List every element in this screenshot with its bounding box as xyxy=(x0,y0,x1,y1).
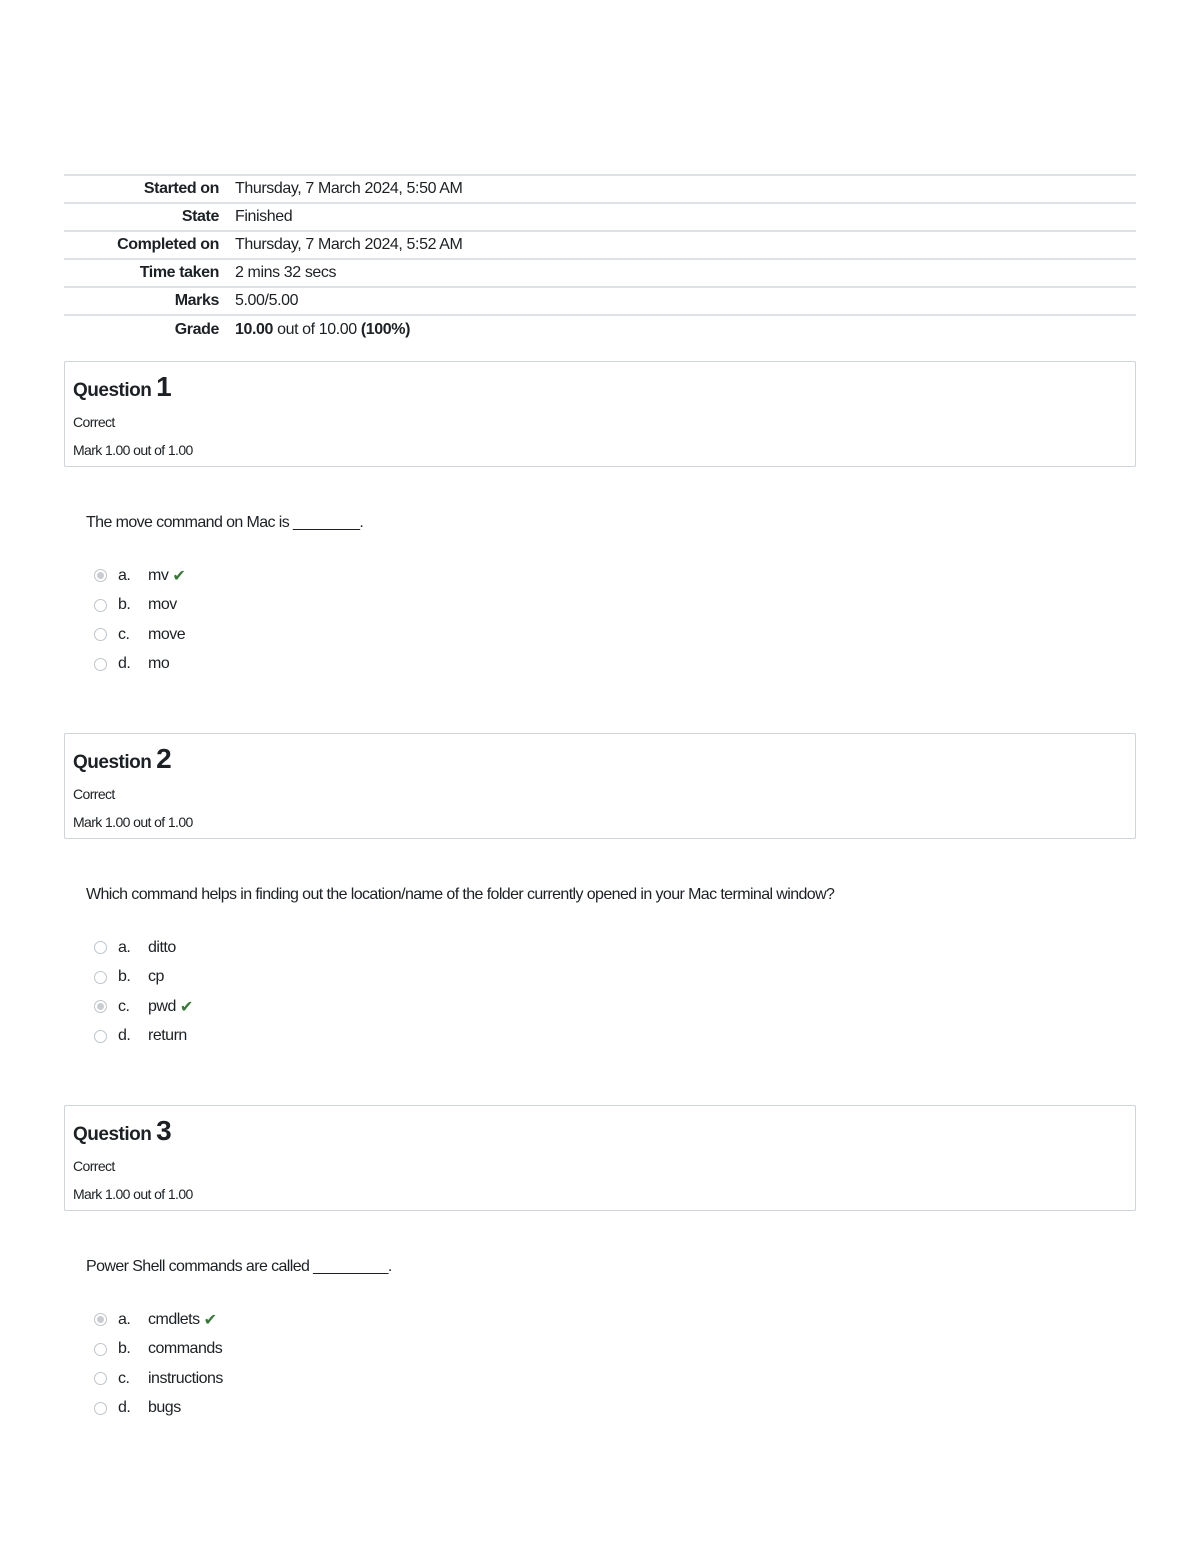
question-info-box xyxy=(64,733,1136,839)
summary-row-marks xyxy=(64,287,1136,315)
answer-option xyxy=(86,561,1136,591)
answer-text: bugs xyxy=(148,1399,181,1417)
answer-radio[interactable] xyxy=(94,1030,107,1043)
question-title xyxy=(73,742,1127,780)
answer-option xyxy=(86,1394,1136,1424)
quiz-review-page xyxy=(64,174,1136,1423)
answer-radio[interactable] xyxy=(94,1372,107,1385)
check-icon: ✔ xyxy=(203,1311,217,1329)
answer-list xyxy=(86,1305,1136,1423)
question-block xyxy=(64,1105,1136,1423)
summary-label: State xyxy=(181,208,219,225)
question-content xyxy=(64,511,1136,679)
answer-radio[interactable] xyxy=(94,941,107,954)
summary-value: 2 mins 32 secs xyxy=(235,264,337,281)
answer-radio[interactable] xyxy=(94,658,107,671)
answer-radio[interactable] xyxy=(94,1402,107,1415)
answer-text: pwd xyxy=(148,997,176,1015)
answer-radio[interactable] xyxy=(94,1343,107,1356)
answer-text: cp xyxy=(148,968,164,986)
grade-percent: (100%) xyxy=(360,320,411,338)
answer-letter: c. xyxy=(118,625,130,643)
question-grade: Mark 1.00 out of 1.00 xyxy=(73,1186,193,1202)
question-word: Question xyxy=(73,380,152,401)
answer-option xyxy=(86,1022,1136,1052)
question-word: Question xyxy=(73,1124,152,1145)
answer-radio[interactable] xyxy=(94,1313,107,1326)
summary-value: Finished xyxy=(235,208,293,225)
summary-label: Completed on xyxy=(117,236,219,253)
question-block xyxy=(64,733,1136,1051)
question-content xyxy=(64,1255,1136,1423)
question-number: 3 xyxy=(156,1115,172,1146)
answer-option xyxy=(86,1335,1136,1365)
answer-text: instructions xyxy=(148,1369,223,1387)
question-block xyxy=(64,361,1136,679)
answer-letter: c. xyxy=(118,1369,130,1387)
answer-letter: d. xyxy=(118,1027,131,1045)
question-grade: Mark 1.00 out of 1.00 xyxy=(73,442,193,458)
summary-value: Thursday, 7 March 2024, 5:50 AM xyxy=(235,180,463,197)
answer-text: mov xyxy=(148,596,177,614)
answer-text: move xyxy=(148,625,186,643)
answer-text: mo xyxy=(148,655,170,673)
summary-row-started xyxy=(64,175,1136,203)
question-word: Question xyxy=(73,752,152,773)
question-state: Correct xyxy=(73,786,115,802)
summary-value: 5.00/5.00 xyxy=(235,292,299,309)
answer-option xyxy=(86,620,1136,650)
answer-radio[interactable] xyxy=(94,971,107,984)
check-icon: ✔ xyxy=(179,998,193,1016)
answer-list xyxy=(86,933,1136,1051)
answer-list xyxy=(86,561,1136,679)
answer-option xyxy=(86,591,1136,621)
question-state: Correct xyxy=(73,414,115,430)
answer-letter: a. xyxy=(118,1310,131,1328)
answer-option xyxy=(86,650,1136,680)
answer-option xyxy=(86,992,1136,1022)
answer-text: commands xyxy=(148,1340,223,1358)
summary-row-state xyxy=(64,203,1136,231)
question-text: The move command on Mac is ________. xyxy=(86,514,364,531)
answer-option xyxy=(86,1364,1136,1394)
answer-option xyxy=(86,963,1136,993)
summary-value xyxy=(235,315,1136,343)
answer-radio[interactable] xyxy=(94,628,107,641)
answer-radio[interactable] xyxy=(94,599,107,612)
attempt-summary-table xyxy=(64,174,1136,343)
summary-label: Time taken xyxy=(139,264,219,281)
question-info-box xyxy=(64,1105,1136,1211)
answer-option xyxy=(86,1305,1136,1335)
summary-label: Started on xyxy=(143,180,219,197)
answer-radio[interactable] xyxy=(94,1000,107,1013)
question-text: Which command helps in finding out the location/name of the folder currently opened in your Mac terminal window? xyxy=(86,886,835,903)
question-state: Correct xyxy=(73,1158,115,1174)
grade-score: 10.00 xyxy=(235,320,274,338)
answer-letter: a. xyxy=(118,938,131,956)
answer-letter: b. xyxy=(118,1340,131,1358)
question-number: 1 xyxy=(156,371,172,402)
answer-letter: d. xyxy=(118,655,131,673)
question-grade: Mark 1.00 out of 1.00 xyxy=(73,814,193,830)
summary-row-completed xyxy=(64,231,1136,259)
answer-option xyxy=(86,933,1136,963)
answer-letter: a. xyxy=(118,566,131,584)
question-number: 2 xyxy=(156,743,172,774)
question-text: Power Shell commands are called _________. xyxy=(86,1258,392,1275)
answer-text: cmdlets xyxy=(148,1310,200,1328)
answer-letter: b. xyxy=(118,596,131,614)
question-content xyxy=(64,883,1136,1051)
summary-label: Marks xyxy=(174,292,219,309)
summary-value: Thursday, 7 March 2024, 5:52 AM xyxy=(235,236,463,253)
answer-letter: d. xyxy=(118,1399,131,1417)
answer-text: return xyxy=(148,1027,187,1045)
answer-letter: c. xyxy=(118,997,130,1015)
question-info-box xyxy=(64,361,1136,467)
answer-text: mv xyxy=(148,566,169,584)
answer-text: ditto xyxy=(148,938,176,956)
question-title xyxy=(73,370,1127,408)
answer-letter: b. xyxy=(118,968,131,986)
grade-out-of: out of 10.00 xyxy=(273,320,361,338)
summary-row-grade xyxy=(64,315,1136,343)
answer-radio[interactable] xyxy=(94,569,107,582)
questions-container xyxy=(64,361,1136,1423)
check-icon: ✔ xyxy=(172,567,186,585)
summary-label: Grade xyxy=(174,320,219,338)
question-title xyxy=(73,1114,1127,1152)
summary-row-time-taken xyxy=(64,259,1136,287)
